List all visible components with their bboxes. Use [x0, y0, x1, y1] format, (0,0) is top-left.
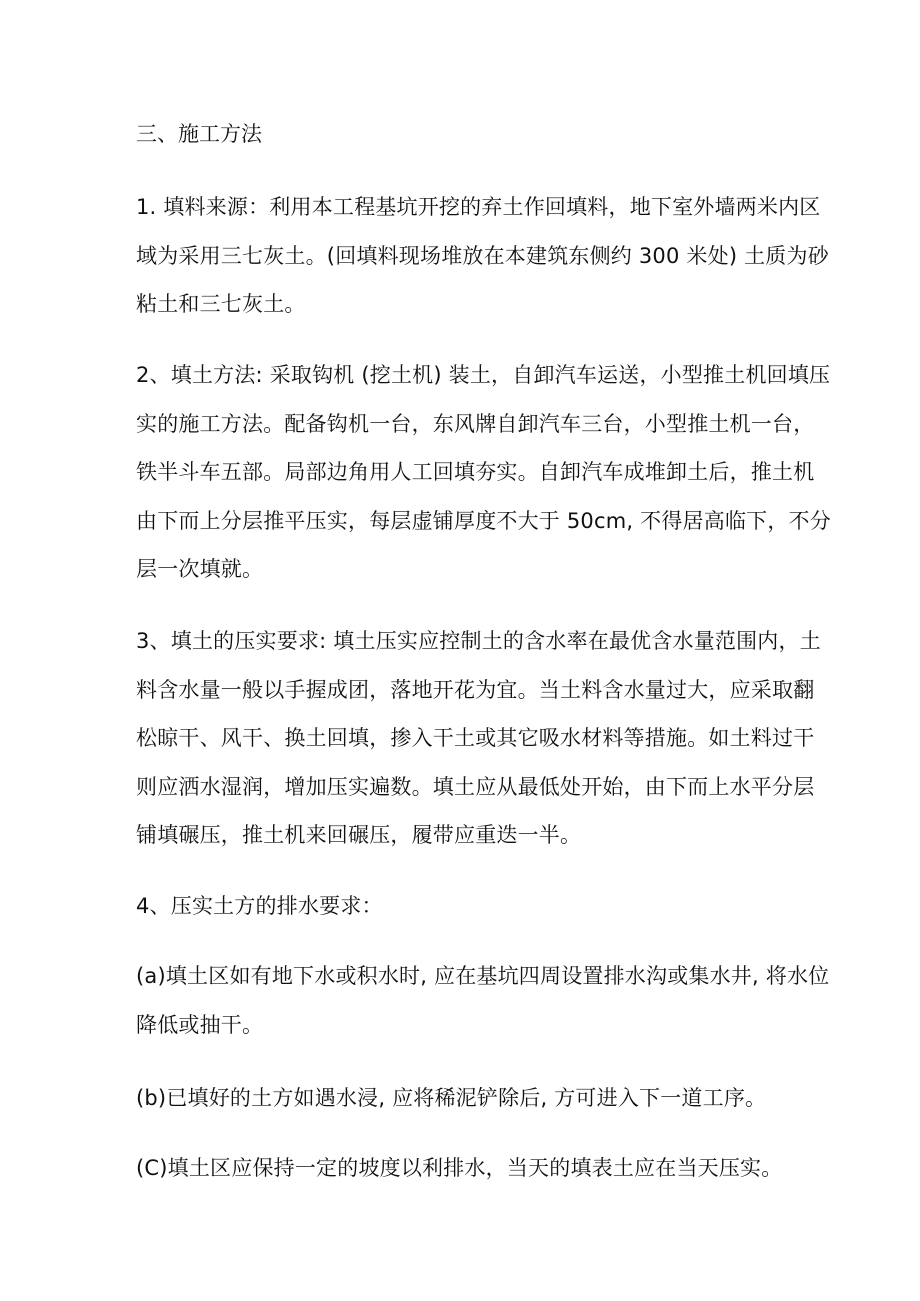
text-line: 铺填碾压，推土机来回碾压，履带应重迭一半。	[136, 823, 582, 847]
text-line: 4、压实土方的排水要求：	[136, 894, 383, 918]
text-line: 降低或抽干。	[136, 1012, 264, 1037]
text-line: 1. 填料来源：利用本工程基坑开挖的弃土作回填料，地下室外墙两米内区	[136, 195, 821, 219]
text-line: 3、填土的压实要求: 填土压实应控制土的含水率在最优含水量范围内，土	[136, 629, 821, 653]
text-line: 松晾干、风干、换土回填，掺入干土或其它吸水材料等措施。如土料过干	[136, 726, 815, 750]
text-line: 由下而上分层推平压实，每层虚铺厚度不大于 50cm, 不得居高临下，不分	[136, 508, 831, 533]
paragraph-drainage-b	[136, 1074, 792, 1123]
paragraph-compaction-requirements	[136, 617, 821, 860]
text-line: 铁半斗车五部。局部边角用人工回填夯实。自卸汽车成堆卸土后，推土机	[136, 460, 815, 484]
paragraph-fill-source	[136, 183, 829, 329]
text-line: 粘土和三七灰土。	[136, 292, 306, 316]
paragraph-fill-method	[136, 351, 831, 594]
text-line: (b)已填好的土方如遇水浸, 应将稀泥铲除后, 方可进入下一道工序。	[136, 1086, 767, 1110]
text-line: 料含水量一般以手握成团，落地开花为宜。当土料含水量过大，应采取翻	[136, 677, 815, 702]
section-heading: 三、施工方法	[136, 122, 262, 146]
text-line: 域为采用三七灰土。(回填料现场堆放在本建筑东侧约 300 米处) 土质为砂	[136, 243, 829, 268]
text-line: (C)填土区应保持一定的坡度以利排水，当天的填表土应在当天压实。	[136, 1156, 783, 1180]
paragraph-drainage-c	[136, 1144, 792, 1193]
text-line: (a)填土区如有地下水或积水时, 应在基坑四周设置排水沟或集水井, 将水位	[136, 964, 830, 988]
text-line: 层一次填就。	[136, 557, 264, 581]
text-line: 实的施工方法。配备钩机一台，东风牌自卸汽车三台，小型推土机一台，	[136, 411, 815, 436]
text-line: 则应洒水湿润，增加压实遍数。填土应从最低处开始，由下而上水平分层	[136, 774, 815, 799]
paragraph-drainage-heading	[136, 882, 792, 931]
paragraph-drainage-a	[136, 952, 830, 1049]
text-line: 2、填土方法: 采取钩机 (挖土机) 装土，自卸汽车运送，小型推土机回填压	[136, 363, 831, 387]
